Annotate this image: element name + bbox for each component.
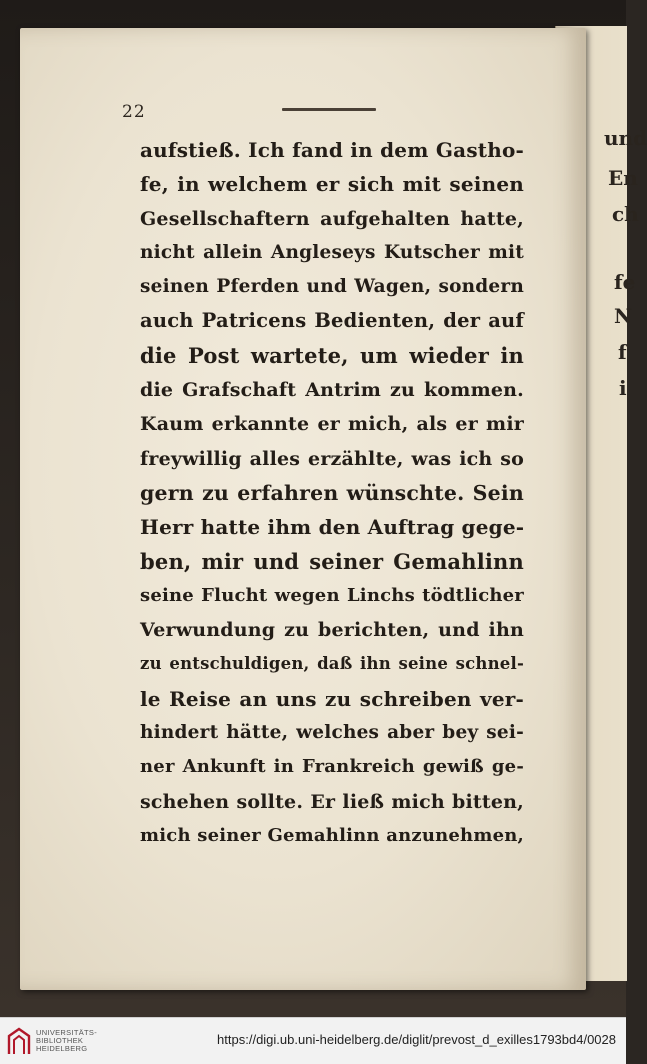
page-text (140, 133, 524, 853)
text-line: schehen sollte. Er ließ mich bitten, (140, 790, 524, 813)
facing-fragment: i (619, 376, 627, 400)
text-line: freywillig alles erzählte, was ich so (140, 447, 524, 470)
text-line: fe, in welchem er sich mit seinen (140, 172, 524, 197)
text-line: Verwundung zu berichten, und ihn (140, 619, 524, 642)
document-url-link[interactable]: https://digi.ub.uni-heidelberg.de/diglit/prevost_d_exilles1793bd4/0028 (217, 1032, 616, 1047)
facing-fragment: f (618, 340, 627, 364)
text-line: aufstieß. Ich fand in dem Gastho- (140, 138, 524, 162)
text-line: zu entschuldigen, daß ihn seine schnel- (140, 654, 524, 674)
text-line: ner Ankunft in Frankreich gewiß ge- (140, 756, 524, 778)
text-line: Kaum erkannte er mich, als er mir (140, 413, 524, 436)
text-line: seine Flucht wegen Linchs tödtlicher (140, 584, 524, 606)
library-name (36, 1029, 97, 1053)
page-number: 22 (122, 102, 146, 122)
text-line: nicht allein Angleseys Kutscher mit (140, 241, 524, 263)
facing-fragment: und (604, 126, 647, 150)
facing-fragment: En (608, 166, 638, 190)
text-line: die Grafschaft Antrim zu kommen. (140, 379, 524, 402)
text-line: auch Patricens Bedienten, der auf (140, 309, 524, 333)
facing-fragment: fe (614, 270, 636, 294)
library-name-line: UNIVERSITÄTS- (36, 1028, 97, 1037)
facing-fragment: N (614, 304, 633, 328)
text-line: mich seiner Gemahlinn anzunehmen, (140, 824, 524, 846)
text-line: die Post wartete, um wieder in (140, 342, 524, 368)
text-line: ben, mir und seiner Gemahlinn (140, 548, 524, 574)
text-line: seinen Pferden und Wagen, sondern (140, 276, 524, 298)
text-line: le Reise an uns zu schreiben ver- (140, 686, 524, 711)
text-line: Gesellschaftern aufgehalten hatte, (140, 207, 524, 230)
library-name-line: HEIDELBERG (36, 1044, 88, 1053)
header-rule (282, 108, 376, 111)
library-name-line: BIBLIOTHEK (36, 1036, 84, 1045)
facing-fragment: ch (612, 202, 639, 226)
viewer-footer (0, 1017, 626, 1064)
university-library-logo-icon[interactable] (6, 1026, 32, 1056)
text-line: hindert hätte, welches aber bey sei- (140, 722, 524, 744)
text-line: gern zu erfahren wünschte. Sein (140, 480, 524, 505)
text-line: Herr hatte ihm den Auftrag gege- (140, 515, 525, 540)
